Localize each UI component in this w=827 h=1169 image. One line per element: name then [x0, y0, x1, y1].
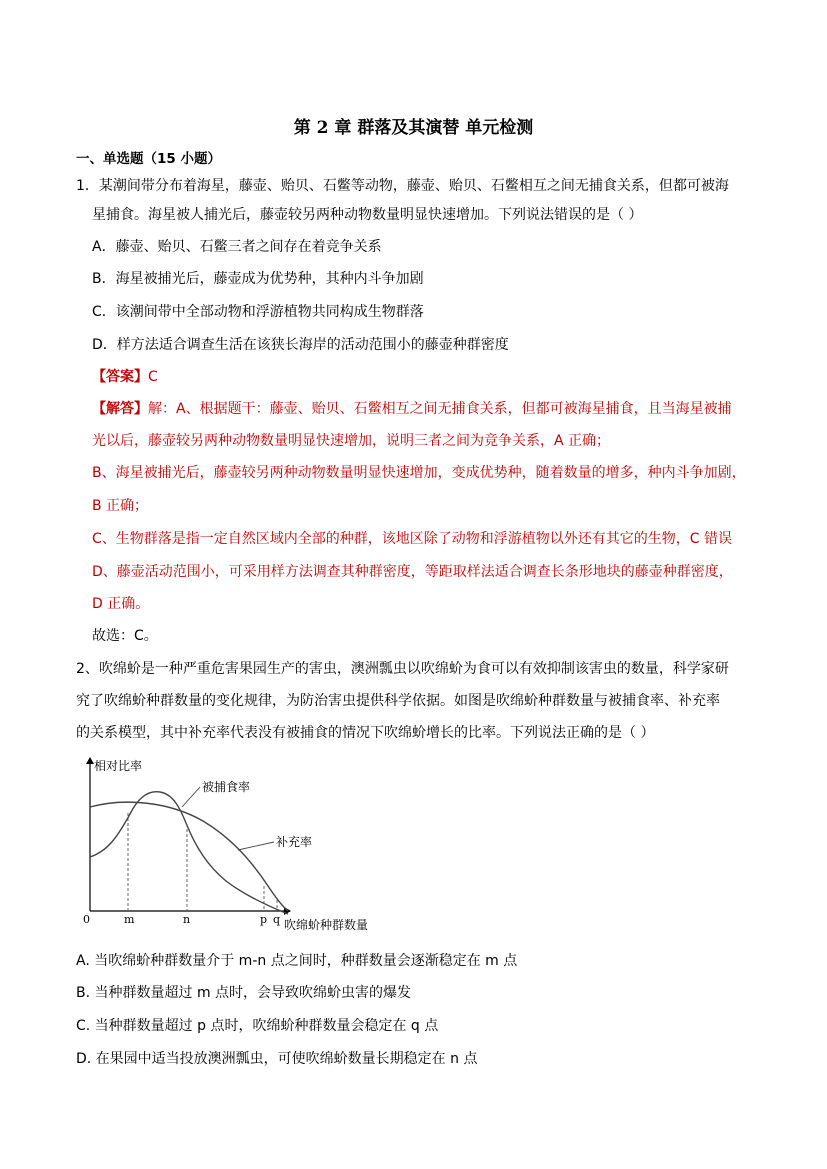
predation-supplement-chart [78, 756, 398, 938]
q1-stem-line1: 1．某潮间带分布着海星，藤壶、贻贝、石鳖等动物，藤壶、贻贝、石鳖相互之间无捕食关系，但都可被海 [76, 178, 729, 194]
q1-analysis-line7: D 正确。 [92, 596, 150, 612]
q1-analysis-line2: 光以后，藤壶较另两种动物数量明显快速增加，说明三者之间为竞争关系，A 正确； [92, 433, 611, 449]
leader-predation-rate [182, 787, 200, 807]
q2-option-c: C. 当种群数量超过 p 点时，吹绵蚧种群数量会稳定在 q 点 [76, 1018, 439, 1034]
q1-option-a: A．藤壶、贻贝、石鳖三者之间存在着竞争关系 [92, 239, 382, 255]
x-axis-label: 吹绵蚧种群数量 [284, 918, 369, 932]
q1-conclusion: 故选：C。 [92, 628, 158, 644]
q2-stem-line1: 2、吹绵蚧是一种严重危害果园生产的害虫，澳洲瓢虫以吹绵蚧为食可以有效抑制该害虫的数量，科学家研 [76, 661, 729, 677]
q1-analysis-line6: D、藤壶活动范围小，可采用样方法调查其种群密度，等距取样法适合调查长条形地块的藤壶种群密度， [92, 564, 733, 580]
analysis-tag: 【解答】 [92, 401, 148, 417]
series-line-predation-rate [90, 792, 288, 914]
answer-tag: 【答案】 [92, 369, 148, 385]
q2-option-a: A. 当吹绵蚧种群数量介于 m-n 点之间时，种群数量会逐渐稳定在 m 点 [76, 953, 518, 969]
q2-stem-line2: 究了吹绵蚧种群数量的变化规律，为防治害虫提供科学依据。如图是吹绵蚧种群数量与被捕食率、补充率 [76, 693, 720, 709]
y-axis-label: 相对比率 [94, 759, 143, 773]
tick-label-p: p [260, 913, 268, 926]
q2-option-d: D. 在果园中适当投放澳洲瓢虫，可使吹绵蚧数量长期稳定在 n 点 [76, 1051, 478, 1067]
origin-label: 0 [83, 913, 90, 926]
q1-analysis-line4: B 正确； [92, 498, 149, 514]
q1-option-b: B．海星被捕光后，藤壶成为优势种，其种内斗争加剧 [92, 271, 424, 287]
series-label-predation-rate: 被捕食率 [202, 780, 251, 794]
tick-label-m: m [124, 913, 135, 926]
q1-answer [92, 367, 158, 387]
q2-option-b: B. 当种群数量超过 m 点时，会导致吹绵蚧虫害的爆发 [76, 985, 412, 1001]
q1-analysis-line5: C、生物群落是指一定自然区域内全部的种群，该地区除了动物和浮游植物以外还有其它的生物，C 错误 [92, 531, 732, 547]
answer-value: C [148, 369, 158, 385]
page-title: 第 2 章 群落及其演替 单元检测 [293, 118, 534, 138]
q1-option-d: D．样方法适合调查生活在该狭长海岸的活动范围小的藤壶种群密度 [92, 337, 509, 353]
series-line-supplement-rate [90, 802, 288, 911]
series-label-supplement-rate: 补充率 [276, 835, 313, 849]
q2-stem-line3: 的关系模型，其中补充率代表没有被捕食的情况下吹绵蚧增长的比率。下列说法正确的是（ ） [76, 725, 655, 741]
q1-option-c: C．该潮间带中全部动物和浮游植物共同构成生物群落 [92, 304, 424, 320]
section-heading: 一、单选题（15 小题） [76, 151, 221, 167]
leader-supplement-rate [238, 842, 274, 850]
tick-label-n: n [183, 913, 191, 926]
q1-analysis-line3: B、海星被捕光后，藤壶较另两种动物数量明显快速增加，变成优势种，随着数量的增多，种内斗争加剧， [92, 465, 746, 481]
q1-stem-line2: 星捕食。海星被人捕光后，藤壶较另两种动物数量明显快速增加。下列说法错误的是（ ） [92, 207, 643, 223]
q1-analysis-line1: 【解答】解：A、根据题干：藤壶、贻贝、石鳖相互之间无捕食关系，但都可被海星捕食，且当海星被捕 [92, 401, 732, 417]
tick-label-q: q [273, 913, 281, 926]
